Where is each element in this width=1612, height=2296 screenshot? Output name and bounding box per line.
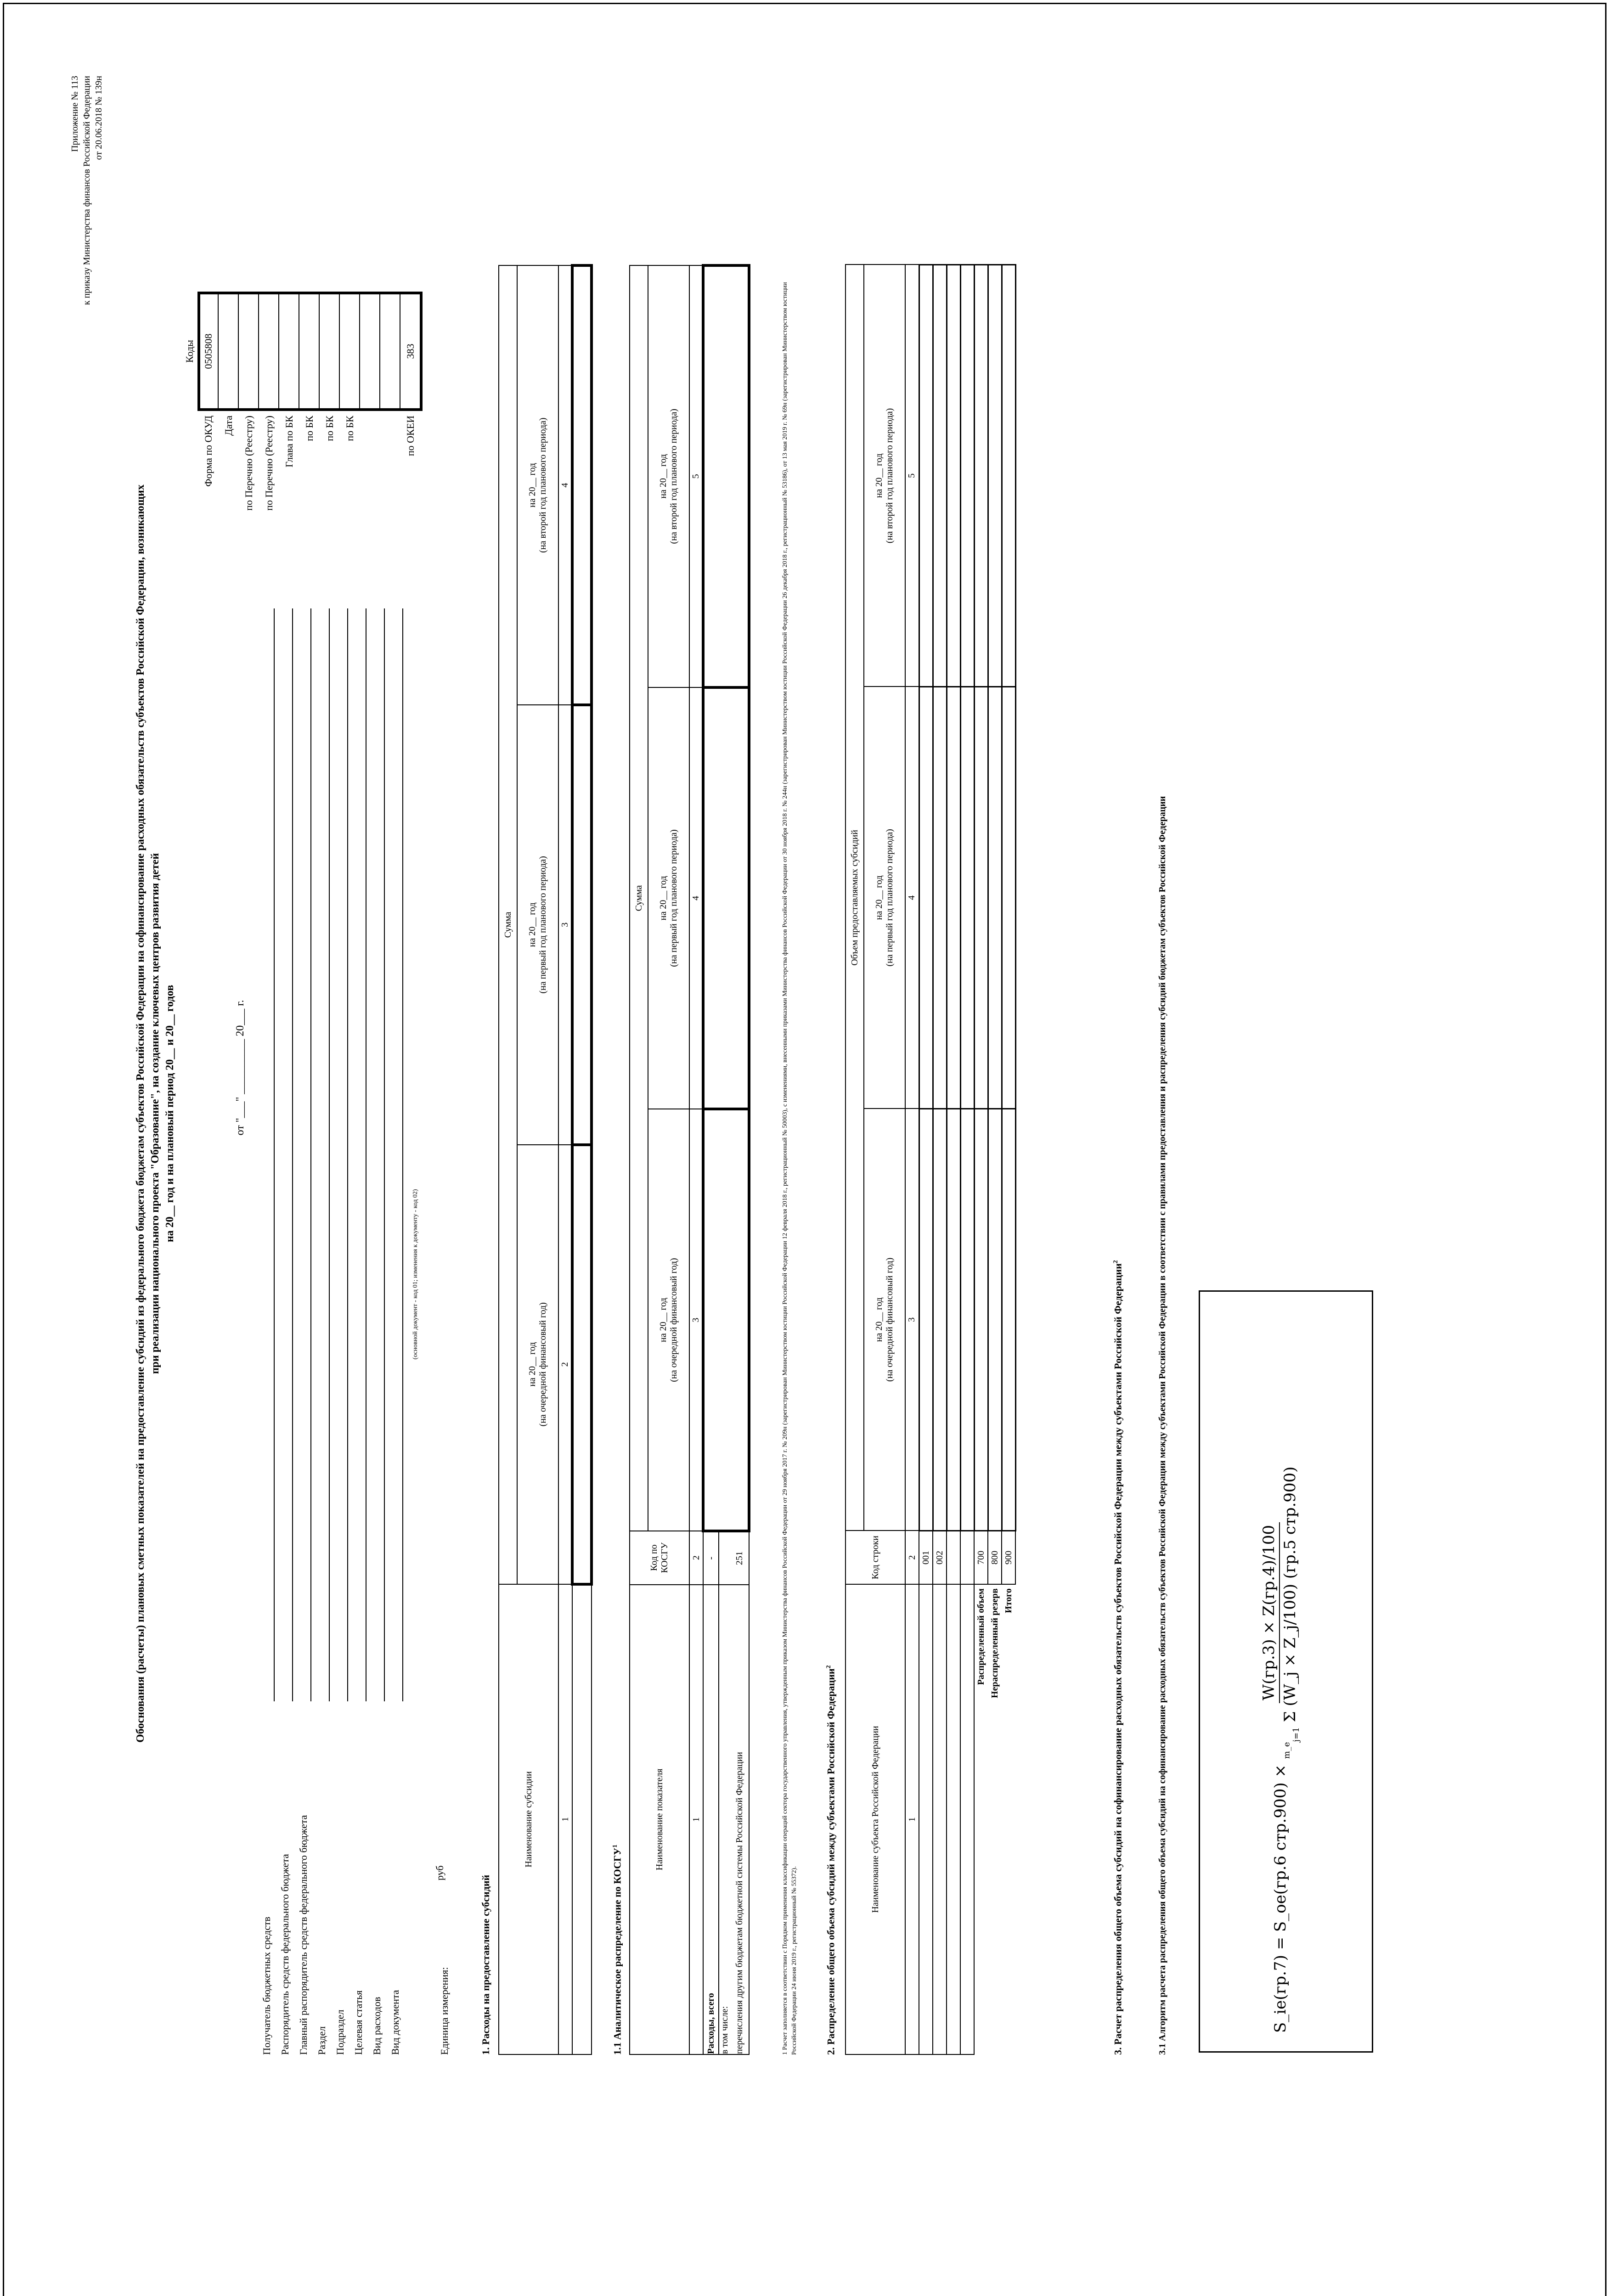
section-1-1-sup: 1 (612, 1844, 619, 1848)
codes-row-label: по Перечню (Реестру) (263, 416, 275, 511)
header-field-row (386, 608, 404, 2055)
s2-col-name: Наименование субъекта Российской Федерации (845, 1584, 905, 2054)
s2-cell (947, 265, 960, 687)
codes-row-value: 0505808 (198, 292, 219, 411)
formula (1260, 1307, 1301, 2033)
header-field-row (367, 608, 386, 2055)
s11-row-code (719, 1531, 731, 1585)
s11-col-y1-sub: (на очередной финансовый год) (669, 1258, 679, 1382)
header-field-row (349, 608, 367, 2055)
header-field-line (329, 608, 330, 1701)
s11-sum-header: Сумма (630, 265, 648, 1531)
header-field-row (257, 608, 276, 2055)
s2-col-y1: на 20__ год (874, 1297, 884, 1342)
s11-cell (703, 1109, 749, 1531)
document-title (133, 57, 177, 2170)
s1-num-1: 1 (558, 1584, 572, 2054)
header-field-row (276, 608, 294, 2055)
section-2-table (845, 264, 1016, 2055)
formula-denominator-text: Σ (W_j × Z_j/100) (гр.5 стр.900) (1281, 1466, 1299, 1722)
codes-row-label: по БК (304, 416, 315, 441)
s2-row-code (960, 1531, 974, 1584)
header-field-label: Главный распорядитель средств федерального бюджета (298, 1815, 309, 2055)
s1-col-y2: на 20__ год (527, 902, 537, 947)
title-line-2: при реализации национального проекта "Образование", на создание ключевых центров развития детей (149, 853, 161, 1374)
s2-num-2: 2 (905, 1531, 919, 1584)
date-line: от "___" __________ 20___ г. (234, 1000, 246, 1136)
s2-cell (933, 1109, 947, 1531)
header-field-line (402, 608, 403, 1701)
s11-col-y1: на 20__ год (658, 1298, 668, 1342)
s1-col-y3-sub: (на второй год планового периода) (538, 417, 548, 553)
s2-num-4: 4 (905, 687, 919, 1109)
appendix-line-3: от 20.06.2018 № 139н (94, 76, 104, 160)
s11-num-2: 2 (689, 1531, 703, 1585)
codes-row-value (340, 292, 360, 411)
s1-cell (572, 265, 592, 705)
s1-cell (572, 1584, 592, 2054)
appendix-note (69, 76, 105, 333)
s11-num-4: 4 (689, 687, 703, 1109)
s2-cell (974, 265, 988, 687)
s11-row-code: 251 (731, 1531, 749, 1585)
header-field-label: Вид расходов (371, 1997, 383, 2055)
s2-cell (988, 687, 1002, 1109)
s1-cell (572, 705, 592, 1144)
codes-row-value (259, 292, 279, 411)
s2-row-name: Нераспределенный резерв (989, 1588, 1000, 1698)
codes-row-value (239, 292, 259, 411)
s11-col-y2-sub: (на первый год планового периода) (669, 829, 679, 967)
s2-cell (947, 687, 960, 1109)
appendix-line-1: Приложение № 113 (70, 76, 80, 152)
section-1-1-title (611, 1137, 623, 2055)
codes-row-value (380, 292, 400, 411)
header-field-label: Вид документа (389, 1990, 401, 2055)
s1-col-y1: на 20__ год (527, 1342, 537, 1387)
section-1-1-table (629, 264, 750, 2055)
s11-num-3: 3 (689, 1109, 703, 1531)
s2-num-3: 3 (905, 1109, 919, 1531)
unit-label: Единица измерения: (439, 1967, 450, 2055)
s2-cell (1002, 687, 1015, 1109)
s1-num-2: 2 (558, 1145, 572, 1584)
codes-row-label: Форма по ОКУД (203, 416, 214, 487)
header-field-label: Получатель бюджетных средств (261, 1917, 272, 2055)
s2-cell (974, 1109, 988, 1531)
section-3-title (1111, 218, 1124, 2055)
s2-col-y1-sub: (на очередной финансовый год) (885, 1257, 895, 1382)
header-field-line (310, 608, 311, 1701)
section-3-sup: 2 (1112, 1260, 1119, 1264)
section-2-sup: 2 (825, 1665, 832, 1669)
unit-value: руб (434, 1865, 445, 1880)
s2-num-1: 1 (905, 1584, 919, 2054)
header-field-row (294, 608, 312, 2055)
section-3-1-title: 3.1 Алгоритм расчета распределения общего объема субсидий на софинансирование расходных обязательств субъектов Российской Федерации между субъектами Российской Федерации в соответствии с правилами предоставления и распределения субсидий бюджетам субъектов Российской Федерации (1157, 796, 1167, 2055)
s1-col-name: Наименование субсидии (499, 1584, 558, 2054)
s2-row-code (947, 1531, 960, 1584)
s2-row (919, 265, 933, 2055)
header-field-label: Раздел (316, 2026, 327, 2055)
codes-header: Коды (184, 340, 195, 363)
s2-cell (988, 265, 1002, 687)
section-1-table (498, 264, 593, 2055)
s1-col-y3: на 20__ год (527, 463, 537, 508)
formula-box (1199, 1290, 1373, 2053)
s2-cell (919, 1109, 933, 1531)
formula-denominator (1280, 1464, 1301, 1762)
section-2-title (824, 953, 837, 2055)
s11-cell (703, 265, 749, 687)
section-3-title-text: 3. Расчет распределения общего объема субсидий на софинансирование расходных обязательств субъектов Российской Федерации между субъектами Российской Федерации (1112, 1263, 1124, 2055)
codes-row-label: по Перечню (Реестру) (243, 416, 254, 511)
header-field-line (274, 608, 275, 1701)
header-field-row (331, 608, 349, 2055)
s1-num-3: 3 (558, 705, 572, 1144)
header-field-label: Подраздел (334, 2009, 346, 2055)
s2-row-code: 700 (974, 1531, 988, 1584)
s2-cell (933, 687, 947, 1109)
s2-cell (960, 265, 974, 687)
s2-row (933, 265, 947, 2055)
s1-num-4: 4 (558, 265, 572, 705)
codes-values (198, 292, 421, 411)
s2-row (947, 265, 960, 2055)
s2-cell (1002, 265, 1015, 687)
codes-row-label: по ОКЕИ (405, 416, 416, 456)
appendix-line-2: к приказу Министерства финансов Российской Федерации (82, 76, 92, 305)
codes-row-label (380, 416, 400, 608)
doc-kind-hint: (основной документ - код 01; изменения к документу - код 02) (412, 1189, 419, 1360)
s2-cell (933, 265, 947, 687)
codes-row-label: по БК (324, 416, 335, 441)
s2-col-y3-sub: (на второй год планового периода) (885, 408, 895, 544)
s11-col-y2: на 20__ год (658, 876, 668, 921)
s2-cell (974, 687, 988, 1109)
s11-row-name: перечисления другим бюджетам бюджетной системы Российской Федерации (731, 1585, 749, 2054)
s11-col-name: Наименование показателя (630, 1585, 689, 2054)
footnote-1: 1 Расчет заполняется в соответствии с Порядком применения классификации операций сектора государственного управления, утвержденным приказом Министерства финансов Российской Федерации от 29 ноября 2017 г. № 209н (зарегистрирован Министерством юстиции Российской Федерации 12 февраля 2018 г., регистрационный № 50003), с изменениями, внесенными приказами Министерства финансов Российской Федерации от 30 ноября 2018 г. № 244н (зарегистрирован Министерством юстиции Российской Федерации 26 декабря 2018 г., регистрационный № 53186), от 13 мая 2019 г. № 69н (зарегистрирован Министерством юстиции Российской Федерации 24 июня 2019 г., регистрационный № 55372). (782, 282, 798, 2055)
codes-row-value: 383 (400, 292, 421, 411)
s2-row (988, 265, 1002, 2055)
s2-col-y2: на 20__ год (874, 875, 884, 920)
header-field-row (312, 608, 331, 2055)
header-field-label: Целевая статья (353, 1990, 364, 2055)
s11-col-code: Код по КОСГУ (630, 1531, 689, 1585)
formula-numerator: W(гр.3) × Z(гр.4)/100 (1260, 1522, 1280, 1703)
s2-num-5: 5 (905, 265, 919, 687)
formula-sum-bottom: j=1 (1291, 1727, 1301, 1742)
s1-sum-header: Сумма (499, 265, 517, 1584)
s2-col-y2-sub: (на первый год планового периода) (885, 829, 895, 967)
s2-row-code: 900 (1002, 1531, 1015, 1584)
s11-row-name: в том числе: (719, 1585, 731, 2054)
formula-sum-top: m_e (1282, 1742, 1292, 1759)
s2-row (974, 265, 988, 2055)
s2-col-code: Код строки (845, 1531, 905, 1584)
s11-col-y3: на 20__ год (658, 454, 668, 499)
s2-col-y3: на 20__ год (874, 453, 884, 498)
s1-col-y1-sub: (на очередной финансовый год) (538, 1302, 548, 1427)
s2-row (960, 265, 974, 2055)
s2-row-name (933, 1584, 947, 2054)
s1-cell (572, 1145, 592, 1584)
s2-cell (988, 1109, 1002, 1531)
codes-row-label (360, 416, 380, 608)
section-1-1-title-text: 1.1 Аналитическое распределение по КОСГУ (611, 1847, 623, 2055)
s2-cell (919, 265, 933, 687)
s11-num-5: 5 (689, 265, 703, 687)
s2-cell (960, 687, 974, 1109)
s11-row-code: - (703, 1531, 719, 1585)
s2-row-name (947, 1584, 960, 2054)
s2-cell (919, 687, 933, 1109)
s2-row-name (960, 1584, 974, 2054)
header-field-line (347, 608, 348, 1701)
codes-row-value (299, 292, 320, 411)
s2-cell (1002, 1109, 1015, 1531)
codes-row-value (360, 292, 380, 411)
s2-cell (947, 1109, 960, 1531)
header-field-label: Распорядитель средств федерального бюджета (279, 1854, 291, 2055)
header-field-line (384, 608, 385, 1701)
s2-row-name: Итого (1003, 1588, 1014, 1613)
codes-row-value (279, 292, 299, 411)
codes-row-label: Дата (223, 416, 234, 436)
s2-row-code: 800 (988, 1531, 1002, 1584)
header-fields (257, 608, 404, 2055)
s11-cell (703, 687, 749, 1109)
codes-row-label: по БК (344, 416, 355, 441)
codes-labels (198, 416, 421, 608)
s2-cell (960, 1109, 974, 1531)
header-field-line (292, 608, 293, 1701)
codes-row-value (320, 292, 340, 411)
section-2-title-text: 2. Распределение общего объема субсидий между субъектами Российской Федерации (825, 1668, 837, 2055)
formula-fraction (1260, 1464, 1301, 1762)
codes-row-value (219, 292, 239, 411)
s11-num-1: 1 (689, 1585, 703, 2054)
s2-row (1002, 265, 1015, 2055)
codes-row-label: Глава по БК (283, 416, 295, 467)
s11-row-name: Расходы, всего (703, 1585, 719, 2054)
s2-row-code: 002 (933, 1531, 947, 1584)
s2-row-name (919, 1584, 933, 2054)
section-1-title: 1. Расходы на предоставление субсидий (480, 1874, 491, 2055)
s1-col-y2-sub: (на первый год планового периода) (538, 856, 548, 994)
s2-row-code: 001 (919, 1531, 933, 1584)
title-line-3: на 20__ год и на плановый период 20__ и 20__ годов (164, 985, 176, 1243)
s2-row-name: Распределенный объем (976, 1588, 986, 1685)
s2-vol-header: Объем предоставляемых субсидий (845, 265, 864, 1531)
title-line-1: Обоснования (расчеты) плановых сметных показателей на предоставление субсидий из федерального бюджета бюджетам субъектов Российской Федерации на софинансирование расходных обязательств субъектов Российской Федерации, возникающих (135, 484, 147, 1743)
s11-col-y3-sub: (на второй год планового периода) (669, 409, 679, 544)
formula-lhs: S_ie(гр.7) = S_oe(гр.6 стр.900) × (1271, 1764, 1290, 2033)
